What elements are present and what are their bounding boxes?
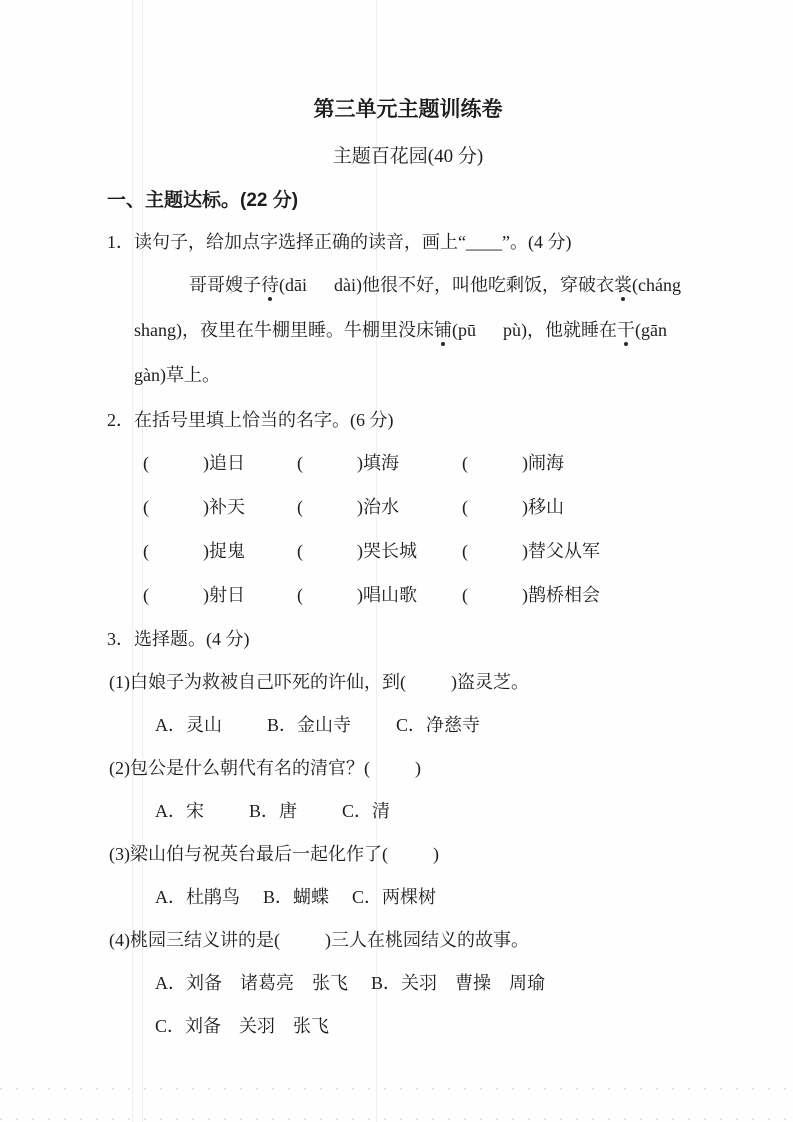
passage-text: shang)，夜里在牛棚里睡。牛棚里没床 bbox=[134, 320, 434, 340]
dotted-char-shang: 裳 bbox=[613, 275, 632, 295]
dotted-char-dai: 待 bbox=[261, 275, 279, 295]
sub-question-4-options-row-2 bbox=[107, 1015, 709, 1037]
q2-cell bbox=[462, 540, 709, 562]
q2-row-4 bbox=[107, 584, 709, 606]
q3-prompt: 3．选择题。(4 分) bbox=[107, 629, 250, 649]
sub-question-1-options bbox=[107, 714, 709, 736]
sub-question-2: (2)包公是什么朝代有名的清官？( ) bbox=[109, 758, 421, 778]
passage-line-2 bbox=[134, 319, 709, 341]
q2-cell bbox=[297, 540, 462, 562]
q2-item-label: 治水 bbox=[363, 497, 399, 517]
q2-item-label: 鹊桥相会 bbox=[528, 585, 600, 605]
q2-item-label: 哭长城 bbox=[363, 541, 417, 561]
q2-item-label: 填海 bbox=[363, 453, 399, 473]
answer-blank: ( ) bbox=[297, 541, 363, 561]
option-b: B．金山寺 bbox=[267, 715, 352, 735]
answer-blank: ( ) bbox=[143, 453, 209, 473]
q2-item-label: 唱山歌 bbox=[363, 585, 417, 605]
q2-row-3 bbox=[107, 540, 709, 562]
dotted-char-gan: 干 bbox=[617, 320, 635, 340]
q2-item-label: 移山 bbox=[528, 497, 564, 517]
passage-text: 哥哥嫂子 bbox=[189, 275, 261, 295]
q2-cell bbox=[143, 540, 297, 562]
q2-prompt: 2．在括号里填上恰当的名字。(6 分) bbox=[107, 410, 394, 430]
q2-item-label: 补天 bbox=[209, 497, 245, 517]
q2-row-1 bbox=[107, 452, 709, 474]
passage-text: (cháng bbox=[631, 275, 681, 295]
q2-item-label: 闹海 bbox=[528, 453, 564, 473]
q2-item-label: 追日 bbox=[209, 453, 245, 473]
passage-line-1 bbox=[189, 274, 709, 296]
option-b: B．关羽 曹操 周瑜 bbox=[371, 973, 546, 993]
passage-text: (dāi dài)他很不好，叫他吃剩饭，穿破衣 bbox=[279, 275, 614, 295]
q2-cell bbox=[297, 584, 462, 606]
option-c: C．两棵树 bbox=[352, 887, 437, 907]
answer-blank: ( ) bbox=[143, 497, 209, 517]
section-heading: 一、主题达标。(22 分) bbox=[107, 190, 299, 211]
q1-prompt: 1．读句子，给加点字选择正确的读音，画上“____”。(4 分) bbox=[107, 232, 572, 252]
answer-blank: ( ) bbox=[297, 497, 363, 517]
passage-text: gàn)草上。 bbox=[134, 365, 220, 385]
sub-question-3: (3)梁山伯与祝英台最后一起化作了( ) bbox=[109, 844, 439, 864]
passage-line-3 bbox=[134, 364, 709, 386]
option-b: B．蝴蝶 bbox=[263, 887, 330, 907]
passage-text: (gān bbox=[635, 320, 667, 340]
option-b: B．唐 bbox=[249, 801, 298, 821]
q2-cell bbox=[143, 452, 297, 474]
answer-blank: ( ) bbox=[462, 497, 528, 517]
sub-question-4-options-row-1 bbox=[107, 972, 709, 994]
question-3 bbox=[107, 628, 709, 1037]
q2-item-label: 射日 bbox=[209, 585, 245, 605]
answer-blank: ( ) bbox=[297, 453, 363, 473]
q2-item-label: 捉鬼 bbox=[209, 541, 245, 561]
answer-blank: ( ) bbox=[462, 453, 528, 473]
q2-cell bbox=[462, 496, 709, 518]
option-c: C．净慈寺 bbox=[396, 715, 481, 735]
page-subtitle: 主题百花园(40 分) bbox=[332, 146, 484, 167]
option-a: A．灵山 bbox=[155, 715, 222, 735]
dotted-char-pu: 铺 bbox=[434, 320, 452, 340]
option-c: C．刘备 关羽 张飞 bbox=[155, 1016, 330, 1036]
option-a: A．杜鹃鸟 bbox=[155, 887, 240, 907]
option-c: C．清 bbox=[342, 801, 391, 821]
q2-cell bbox=[143, 584, 297, 606]
answer-blank: ( ) bbox=[143, 541, 209, 561]
sub-question-2-options bbox=[107, 800, 709, 822]
sub-question-3-options bbox=[107, 886, 709, 908]
question-2 bbox=[107, 409, 709, 606]
scan-artifact-dotted-line bbox=[0, 1118, 793, 1120]
passage-text: (pū pù)，他就睡在 bbox=[452, 320, 617, 340]
question-1 bbox=[107, 231, 709, 386]
sub-question-4: (4)桃园三结义讲的是( )三人在桃园结义的故事。 bbox=[109, 930, 529, 950]
q2-cell bbox=[462, 584, 709, 606]
option-a: A．宋 bbox=[155, 801, 204, 821]
q2-cell bbox=[297, 496, 462, 518]
q2-cell bbox=[143, 496, 297, 518]
answer-blank: ( ) bbox=[462, 541, 528, 561]
answer-blank: ( ) bbox=[143, 585, 209, 605]
q2-cell bbox=[297, 452, 462, 474]
scan-artifact-dotted-line bbox=[0, 1088, 793, 1090]
paper-content bbox=[107, 97, 709, 1058]
sub-question-1: (1)白娘子为救被自己吓死的许仙，到( )盗灵芝。 bbox=[109, 672, 529, 692]
answer-blank: ( ) bbox=[297, 585, 363, 605]
q2-cell bbox=[462, 452, 709, 474]
answer-blank: ( ) bbox=[462, 585, 528, 605]
q2-row-2 bbox=[107, 496, 709, 518]
option-a: A．刘备 诸葛亮 张飞 bbox=[155, 973, 348, 993]
q2-item-label: 替父从军 bbox=[528, 541, 600, 561]
page-title: 第三单元主题训练卷 bbox=[313, 98, 503, 121]
